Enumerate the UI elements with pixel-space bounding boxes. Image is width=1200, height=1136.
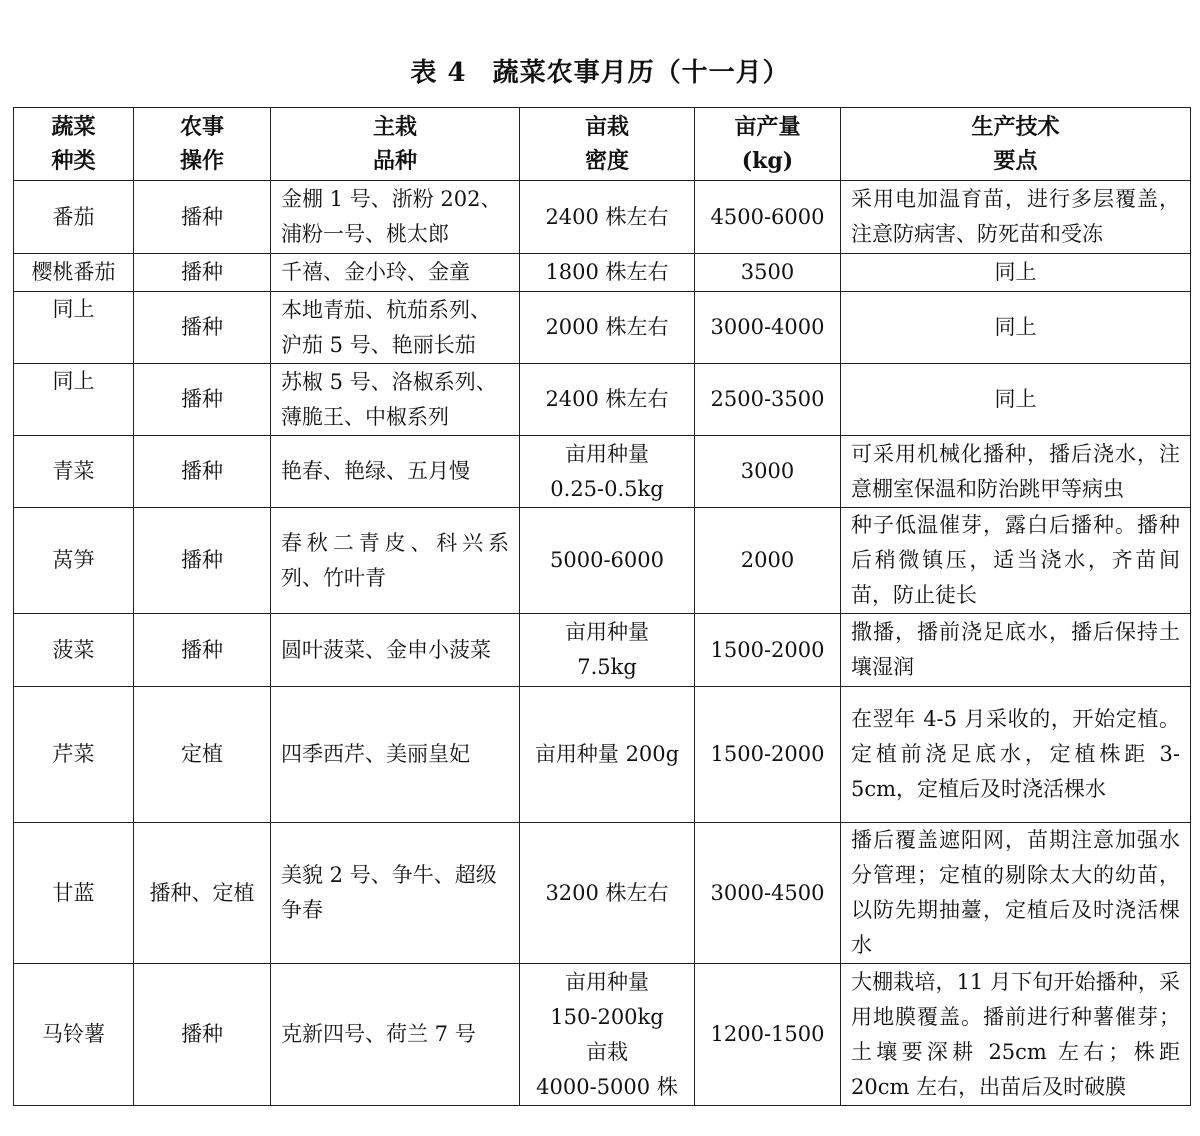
cell-yield: 3000-4000	[695, 292, 841, 364]
table-row	[14, 508, 1191, 614]
cell-density: 5000-6000	[520, 508, 695, 614]
cell-technique: 大棚栽培，11 月下旬开始播种，采用地膜覆盖。播前进行种薯催芽；土壤要深耕 25cm 左右；株距 20cm 左右，出苗后及时破膜	[841, 964, 1191, 1106]
table-row	[14, 823, 1191, 964]
cell-operation: 播种	[134, 436, 271, 508]
cell-vegetable: 甘蓝	[14, 823, 134, 964]
header-density: 亩栽 密度	[520, 108, 695, 181]
cell-density: 亩用种量 150-200kg 亩栽 4000-5000 株	[520, 964, 695, 1106]
cell-yield: 1500-2000	[695, 687, 841, 823]
cell-technique: 采用电加温育苗，进行多层覆盖，注意防病害、防死苗和受冻	[841, 181, 1191, 254]
table-number: 表 4	[410, 58, 467, 88]
header-row	[14, 108, 1191, 181]
cell-vegetable: 马铃薯	[14, 964, 134, 1106]
cell-technique: 可采用机械化播种，播后浇水，注意棚室保温和防治跳甲等病虫	[841, 436, 1191, 508]
cell-technique: 播后覆盖遮阳网，苗期注意加强水分管理；定植的剔除太大的幼苗，以防先期抽薹，定植后及时浇活棵水	[841, 823, 1191, 964]
table-row	[14, 687, 1191, 823]
cell-operation: 播种	[134, 292, 271, 364]
cell-variety: 金棚 1 号、浙粉 202、浦粉一号、桃太郎	[271, 181, 520, 254]
farming-calendar-table	[13, 107, 1191, 1106]
cell-yield: 3500	[695, 254, 841, 292]
cell-variety: 千禧、金小玲、金童	[271, 254, 520, 292]
header-technique: 生产技术 要点	[841, 108, 1191, 181]
cell-yield: 3000-4500	[695, 823, 841, 964]
cell-technique: 同上	[841, 254, 1191, 292]
cell-technique: 在翌年 4-5 月采收的，开始定植。定植前浇足底水，定植株距 3-5cm，定植后及时浇活棵水	[841, 687, 1191, 823]
cell-variety: 艳春、艳绿、五月慢	[271, 436, 520, 508]
header-yield: 亩产量 (kg)	[695, 108, 841, 181]
cell-variety: 本地青茄、杭茄系列、沪茄 5 号、艳丽长茄	[271, 292, 520, 364]
table-row	[14, 364, 1191, 436]
cell-operation: 播种、定植	[134, 823, 271, 964]
cell-vegetable: 莴笋	[14, 508, 134, 614]
cell-vegetable: 番茄	[14, 181, 134, 254]
table-title	[0, 52, 1200, 89]
cell-operation: 播种	[134, 964, 271, 1106]
cell-vegetable: 菠菜	[14, 614, 134, 687]
cell-operation: 播种	[134, 364, 271, 436]
cell-operation: 播种	[134, 181, 271, 254]
cell-variety: 四季西芹、美丽皇妃	[271, 687, 520, 823]
cell-vegetable: 芹菜	[14, 687, 134, 823]
header-operation: 农事 操作	[134, 108, 271, 181]
cell-technique: 撒播，播前浇足底水，播后保持土壤湿润	[841, 614, 1191, 687]
cell-operation: 定植	[134, 687, 271, 823]
table-row	[14, 181, 1191, 254]
cell-variety: 春秋二青皮、科兴系列、竹叶青	[271, 508, 520, 614]
cell-variety: 苏椒 5 号、洛椒系列、薄脆王、中椒系列	[271, 364, 520, 436]
cell-variety: 克新四号、荷兰 7 号	[271, 964, 520, 1106]
cell-technique: 同上	[841, 364, 1191, 436]
cell-yield: 3000	[695, 436, 841, 508]
cell-technique: 种子低温催芽，露白后播种。播种后稍微镇压，适当浇水，齐苗间苗，防止徒长	[841, 508, 1191, 614]
cell-yield: 1200-1500	[695, 964, 841, 1106]
cell-density: 3200 株左右	[520, 823, 695, 964]
table-row	[14, 614, 1191, 687]
cell-yield: 2000	[695, 508, 841, 614]
cell-technique: 同上	[841, 292, 1191, 364]
cell-operation: 播种	[134, 254, 271, 292]
cell-vegetable: 青菜	[14, 436, 134, 508]
cell-variety: 圆叶菠菜、金申小菠菜	[271, 614, 520, 687]
cell-density: 亩用种量 200g	[520, 687, 695, 823]
cell-vegetable: 同上	[14, 364, 134, 436]
table-row	[14, 436, 1191, 508]
cell-density: 2400 株左右	[520, 181, 695, 254]
cell-vegetable: 樱桃番茄	[14, 254, 134, 292]
table-caption: 蔬菜农事月历（十一月）	[492, 58, 790, 88]
cell-density: 1800 株左右	[520, 254, 695, 292]
table-row	[14, 254, 1191, 292]
header-vegetable-type: 蔬菜 种类	[14, 108, 134, 181]
cell-yield: 2500-3500	[695, 364, 841, 436]
table-row	[14, 964, 1191, 1106]
cell-density: 亩用种量 7.5kg	[520, 614, 695, 687]
cell-yield: 1500-2000	[695, 614, 841, 687]
table-row	[14, 292, 1191, 364]
cell-operation: 播种	[134, 614, 271, 687]
cell-density: 亩用种量 0.25-0.5kg	[520, 436, 695, 508]
cell-density: 2400 株左右	[520, 364, 695, 436]
cell-density: 2000 株左右	[520, 292, 695, 364]
cell-vegetable: 同上	[14, 292, 134, 364]
cell-variety: 美貌 2 号、争牛、超级争春	[271, 823, 520, 964]
cell-yield: 4500-6000	[695, 181, 841, 254]
cell-operation: 播种	[134, 508, 271, 614]
header-variety: 主栽 品种	[271, 108, 520, 181]
